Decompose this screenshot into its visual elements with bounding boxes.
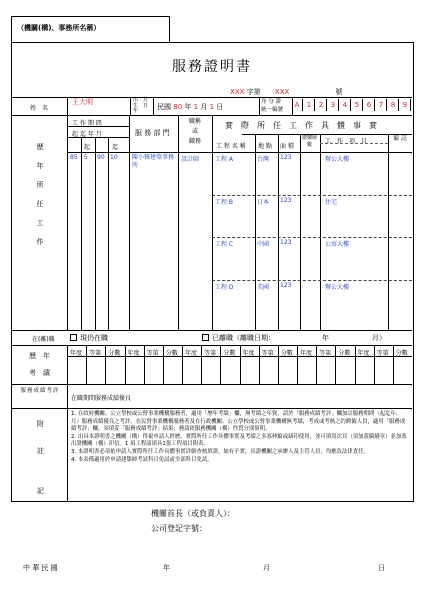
review-year-header: 年度 bbox=[300, 350, 313, 357]
birth-year: 80 bbox=[173, 103, 183, 111]
note-item-4: 4. 本表僅適用於申請建築師考試科目免試或全部科目免試。 bbox=[71, 456, 213, 463]
birth-label: 出 生 年 bbox=[133, 97, 139, 114]
name-label: 姓 名 bbox=[30, 105, 49, 112]
cert-prefix: XXX bbox=[230, 88, 245, 96]
notes-list bbox=[71, 411, 409, 464]
col-item: 工 作 項 目 bbox=[325, 138, 368, 145]
history-item: 住宅 bbox=[325, 199, 338, 206]
birth-day: 1 bbox=[209, 103, 215, 111]
page-title: 服務證明書 bbox=[172, 59, 252, 75]
left-checkbox[interactable] bbox=[202, 334, 209, 341]
head-signature-label: 機關首長（或負責人）： bbox=[151, 509, 235, 518]
birth-month: 1 bbox=[193, 103, 199, 111]
left-label: 已離職（離職日期： bbox=[212, 334, 275, 342]
name-value: 王大明 bbox=[72, 98, 93, 106]
id-label-1: 身 分 證 bbox=[261, 99, 281, 105]
performance-text: 在職期間服務成績優良 bbox=[71, 395, 132, 402]
side-char: 歷 bbox=[36, 143, 44, 151]
col-project: 工 程 名 稱 bbox=[216, 143, 246, 150]
id-char: 1 bbox=[304, 99, 315, 111]
id-char: 3 bbox=[328, 99, 339, 111]
id-char: 5 bbox=[352, 99, 363, 111]
history-place: 中國 bbox=[257, 241, 270, 248]
history-job: 設計師 bbox=[181, 156, 200, 163]
side-char: 作 bbox=[36, 238, 44, 246]
left-year: 年 bbox=[322, 334, 329, 342]
left-month: 月） bbox=[372, 334, 386, 342]
birth-y: 年 bbox=[184, 103, 192, 111]
history-dept: 陳小雅建築事務所 bbox=[132, 154, 175, 169]
id-char: 4 bbox=[340, 99, 351, 111]
date-roc: 中 華 民 國 bbox=[23, 564, 58, 572]
job-title-label-2: 或 bbox=[191, 128, 198, 135]
col-place: 地 點 bbox=[258, 143, 272, 150]
history-item: 辦公大樓 bbox=[325, 156, 350, 163]
review-year-header: 年度 bbox=[70, 350, 83, 357]
cert-mid: 字第 bbox=[246, 88, 261, 96]
review-grade-header: 等第 bbox=[319, 350, 332, 357]
id-char: 6 bbox=[364, 99, 375, 111]
history-item: 公寓大樓 bbox=[325, 241, 350, 248]
notes-side-3: 記 bbox=[37, 487, 44, 495]
notes-side-1: 附 bbox=[37, 420, 44, 428]
id-char: 7 bbox=[376, 99, 387, 111]
history-area: 123 bbox=[280, 197, 292, 204]
id-char: 9 bbox=[400, 99, 411, 111]
review-score-header: 分數 bbox=[223, 350, 236, 357]
review-year-header: 年度 bbox=[185, 350, 198, 357]
review-grade-header: 等第 bbox=[89, 350, 102, 357]
review-score-header: 分數 bbox=[395, 350, 408, 357]
review-year-header: 年度 bbox=[127, 350, 140, 357]
current-checkbox[interactable] bbox=[70, 334, 77, 341]
history-sm: 5 bbox=[84, 154, 88, 161]
date-year: 年 bbox=[163, 564, 170, 572]
id-char: A bbox=[292, 99, 303, 111]
cert-suffix: 號 bbox=[335, 88, 343, 96]
history-project: 工程 D bbox=[215, 284, 234, 291]
review-label-2: 考 績 bbox=[29, 369, 50, 377]
current-label: 現仍在職 bbox=[80, 334, 108, 342]
side-char: 任 bbox=[36, 200, 44, 208]
actual-work-header: 實 際 所 任 工 作 具 體 事 實 bbox=[225, 121, 377, 130]
certificate-form bbox=[11, 42, 414, 502]
notes-side-2: 註 bbox=[37, 447, 44, 455]
performance-label: 服務成績考評 bbox=[20, 388, 60, 394]
history-area: 123 bbox=[280, 154, 292, 161]
note-item-2: 2. 出具本證明書之機關（構）得視申請人經歷、實際所任工作具體事實及考績之多寡伸縮或繕印使用，並可填用次頁（須加蓋騎縫章）並加蓋出證機關（構）印信。1 項工程請填具1張工程項目附表。 bbox=[71, 433, 407, 448]
period-sub: 起 迄 年 月 bbox=[72, 131, 102, 138]
id-label-2: 統一編號 bbox=[261, 107, 284, 113]
id-char: 8 bbox=[388, 99, 399, 111]
job-title-label bbox=[178, 117, 212, 147]
review-score-header: 分數 bbox=[165, 350, 178, 357]
side-char: 工 bbox=[36, 219, 44, 227]
review-label-1: 歷 年 bbox=[29, 352, 50, 360]
review-grade-header: 等第 bbox=[146, 350, 159, 357]
history-project: 工程 A bbox=[215, 156, 234, 163]
note-item-1: 1. 在政府機關、公立學校或公營事業機構服務者，適用「歷年考績」欄，無考績之年資，請於「服務成績考評」欄加註服務期間（起迄年、月）服務成績優良之考評。在民營事業機構服務者及在行政機關、公立學校或公營事業機構無考績，考成或考核之約聘僱人員，適用「服務成績考評」欄，須填妥「服務成績考評」結果；務請依服務機關（構）性質分別填明。 bbox=[71, 411, 406, 433]
review-year-header: 年度 bbox=[357, 350, 370, 357]
history-area: 123 bbox=[280, 239, 292, 246]
birth-label-2: 月 日 bbox=[143, 97, 149, 109]
job-title-label-1: 職稱 bbox=[188, 118, 201, 125]
id-char: 2 bbox=[316, 99, 327, 111]
cert-code: XXX bbox=[274, 88, 290, 96]
id-label bbox=[261, 98, 283, 114]
note-item-3: 3. 本證明書必須依申請人實際所任工作具體事實詳細查核填證，如有不實，出證機關之承辦人及主管人員，均應負法律責任。 bbox=[71, 448, 369, 455]
history-ey: 90 bbox=[97, 154, 105, 161]
dept-label: 服 務 部 門 bbox=[135, 129, 170, 137]
job-title-label-3: 職務 bbox=[188, 138, 201, 145]
history-place: 美國 bbox=[257, 284, 270, 291]
agency-name-label: （機關(構)、事務所名稱） bbox=[17, 24, 101, 32]
company-reg-label: 公司登記字號： bbox=[151, 524, 207, 533]
start-label: 起 bbox=[84, 144, 91, 151]
end-label: 迄 bbox=[112, 144, 119, 151]
status-label: 在(離)職 bbox=[32, 336, 55, 343]
review-grade-header: 等第 bbox=[376, 350, 389, 357]
col-floors: 總樓層數 bbox=[301, 135, 317, 148]
period-label: 工 作 期 間 bbox=[72, 120, 102, 127]
side-char: 所 bbox=[36, 181, 44, 189]
birth-m: 月 bbox=[200, 103, 208, 111]
birth-d: 日 bbox=[216, 103, 224, 111]
review-grade-header: 等第 bbox=[261, 350, 274, 357]
side-char: 年 bbox=[36, 162, 44, 170]
history-sy: 85 bbox=[70, 154, 78, 161]
review-score-header: 分數 bbox=[280, 350, 293, 357]
history-side-label bbox=[34, 138, 46, 252]
date-month: 月 bbox=[263, 564, 270, 572]
birth-value bbox=[157, 102, 223, 112]
review-score-header: 分數 bbox=[338, 350, 351, 357]
cert-number bbox=[230, 87, 342, 97]
birth-era: 民國 bbox=[157, 103, 171, 111]
date-day: 日 bbox=[378, 564, 385, 572]
history-area: 123 bbox=[280, 282, 292, 289]
history-place: 台灣 bbox=[257, 156, 270, 163]
history-project: 工程 C bbox=[215, 241, 234, 248]
id-number bbox=[292, 98, 412, 114]
history-project: 工程 B bbox=[215, 199, 234, 206]
history-item: 辦公大樓 bbox=[325, 284, 350, 291]
review-year-header: 年度 bbox=[242, 350, 255, 357]
review-score-header: 分數 bbox=[108, 350, 121, 357]
review-grade-header: 等第 bbox=[204, 350, 217, 357]
history-place: 日本 bbox=[257, 199, 270, 206]
col-note: 備 註 bbox=[393, 135, 407, 142]
agency-name-box bbox=[11, 16, 170, 42]
col-area: 面 積 bbox=[280, 143, 294, 150]
history-em: 10 bbox=[110, 154, 118, 161]
